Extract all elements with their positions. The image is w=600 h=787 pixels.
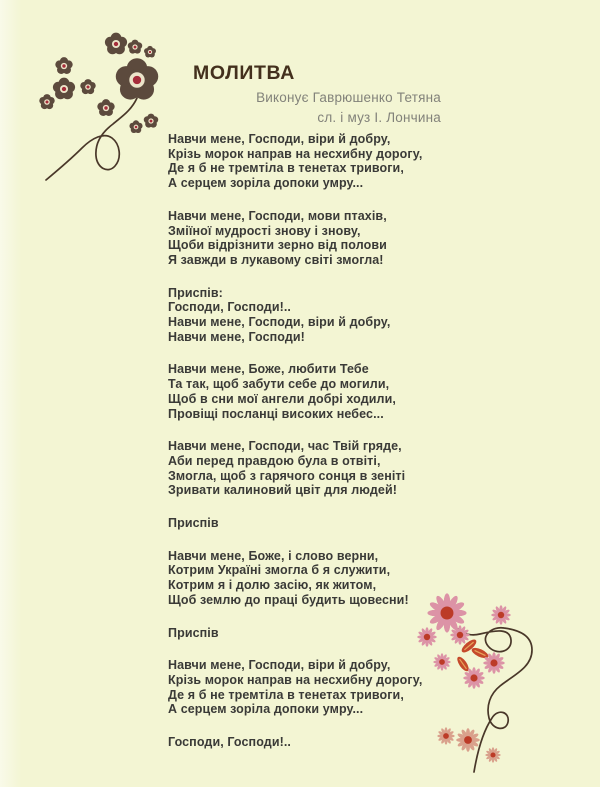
lyric-line: А серцем зоріла допоки умру...	[168, 176, 364, 191]
lyric-line: Навчи мене, Господи!	[168, 329, 305, 344]
stanza	[168, 516, 468, 531]
lyric-line: Господи, Господи!..	[168, 300, 292, 315]
lyric-line: Та так, щоб забути себе до могили,	[168, 377, 390, 392]
lyric-line: Я завжди в лукавому світі змогла!	[168, 252, 384, 267]
lyric-line: Навчи мене, Боже, любити Тебе	[168, 362, 369, 377]
lyric-line: Змогла, щоб з гарячого сонця в зеніті	[168, 468, 406, 483]
lyric-line: Навчи мене, Господи, віри й добру,	[168, 658, 391, 673]
author-line: сл. і муз І. Лончина	[317, 110, 441, 125]
lyric-line: Зміїної мудрості знову і знову,	[168, 223, 361, 238]
lyric-line: Аби перед правдою була в отвіті,	[168, 453, 381, 468]
lyric-line: Приспів	[168, 625, 219, 640]
lyrics	[168, 132, 468, 768]
lyric-line: Приспів:	[168, 285, 223, 300]
stanza	[168, 439, 468, 498]
lyric-line: Щоб в сни мої ангели добрі ходили,	[168, 391, 396, 406]
lyric-line: Навчи мене, Господи, віри й добру,	[168, 132, 391, 146]
lyric-line: Щоб землю до праці будить щовесни!	[168, 592, 409, 607]
lyric-line: Крізь морок направ на несхибну дорогу,	[168, 672, 423, 687]
stanza	[168, 209, 468, 268]
lyric-line: Котрим Україні змогла б я служити,	[168, 563, 391, 578]
lyric-line: Де я б не тремтіла в тенетах тривоги,	[168, 161, 404, 176]
lyric-line: Приспів	[168, 516, 219, 531]
lyric-line: Зривати калиновий цвіт для людей!	[168, 483, 398, 498]
stanza	[168, 132, 468, 191]
lyric-line: Господи, Господи!..	[168, 735, 292, 750]
lyric-line: Котрим я і долю засію, як житом,	[168, 578, 377, 593]
stanza	[168, 549, 468, 608]
stanza	[168, 362, 468, 421]
page-left-edge-highlight	[0, 0, 22, 787]
lyric-line: Крізь морок направ на несхибну дорогу,	[168, 146, 423, 161]
lyric-line: Щоби відрізнити зерно від полови	[168, 238, 387, 253]
stanza	[168, 286, 468, 345]
stanza	[168, 658, 468, 717]
lyric-line: Провіщі посланці високих небес...	[168, 406, 384, 421]
stanza	[168, 735, 468, 750]
lyric-line: Де я б не тремтіла в тенетах тривоги,	[168, 687, 404, 702]
lyric-line: Навчи мене, Господи, час Твій гряде,	[168, 439, 402, 454]
curly-stem	[46, 98, 137, 180]
performer-line: Виконує Гаврюшенко Тетяна	[256, 90, 441, 105]
page-title: МОЛИТВА	[193, 62, 295, 84]
song-credits	[160, 88, 441, 128]
stanza	[168, 626, 468, 641]
lyric-line: А серцем зоріла допоки умру...	[168, 702, 364, 717]
lyric-line: Навчи мене, Господи, мови птахів,	[168, 208, 387, 223]
lyric-line: Навчи мене, Господи, віри й добру,	[168, 315, 391, 330]
lyric-line: Навчи мене, Боже, і слово верни,	[168, 548, 379, 563]
